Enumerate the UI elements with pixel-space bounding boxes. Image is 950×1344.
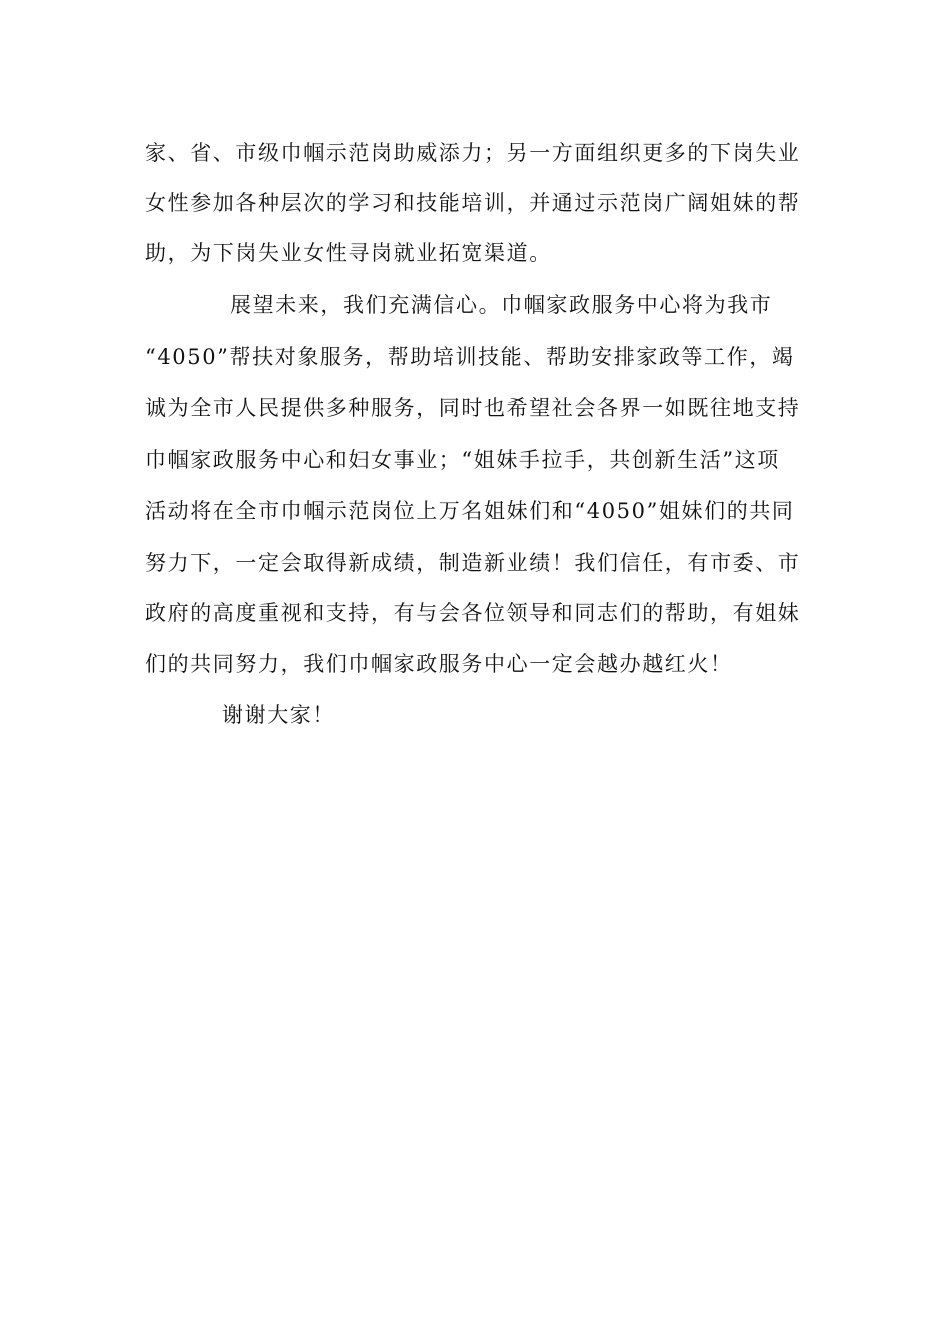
text-line: 们的共同努力，我们巾帼家政服务中心一定会越办越红火！ (145, 652, 733, 676)
text-line: 政府的高度重视和支持，有与会各位领导和同志们的帮助，有姐妹 (145, 601, 801, 625)
text-line: 女性参加各种层次的学习和技能培训，并通过示范岗广阔姐妹的帮 (145, 191, 801, 215)
text-line: “4050”帮扶对象服务，帮助培训技能、帮助安排家政等工作，竭 (145, 345, 795, 369)
text-line: 努力下，一定会取得新成绩，制造新业绩！我们信任，有市委、市 (145, 551, 801, 575)
text-line: 展望未来，我们充满信心。巾帼家政服务中心将为我市 (230, 293, 773, 317)
closing-line: 谢谢大家！ (222, 703, 335, 727)
text-line: 活动将在全市巾帼示范岗位上万名姐妹们和“4050”姐妹们的共同 (145, 499, 795, 523)
text-line: 巾帼家政服务中心和妇女事业；“姐妹手拉手，共创新生活”这项 (145, 448, 780, 472)
text-line: 助，为下岗失业女性寻岗就业拓宽渠道。 (145, 241, 552, 265)
text-line: 家、省、市级巾帼示范岗助威添力；另一方面组织更多的下岗失业 (145, 141, 801, 165)
text-line: 诚为全市人民提供多种服务，同时也希望社会各界一如既往地支持 (145, 396, 801, 420)
